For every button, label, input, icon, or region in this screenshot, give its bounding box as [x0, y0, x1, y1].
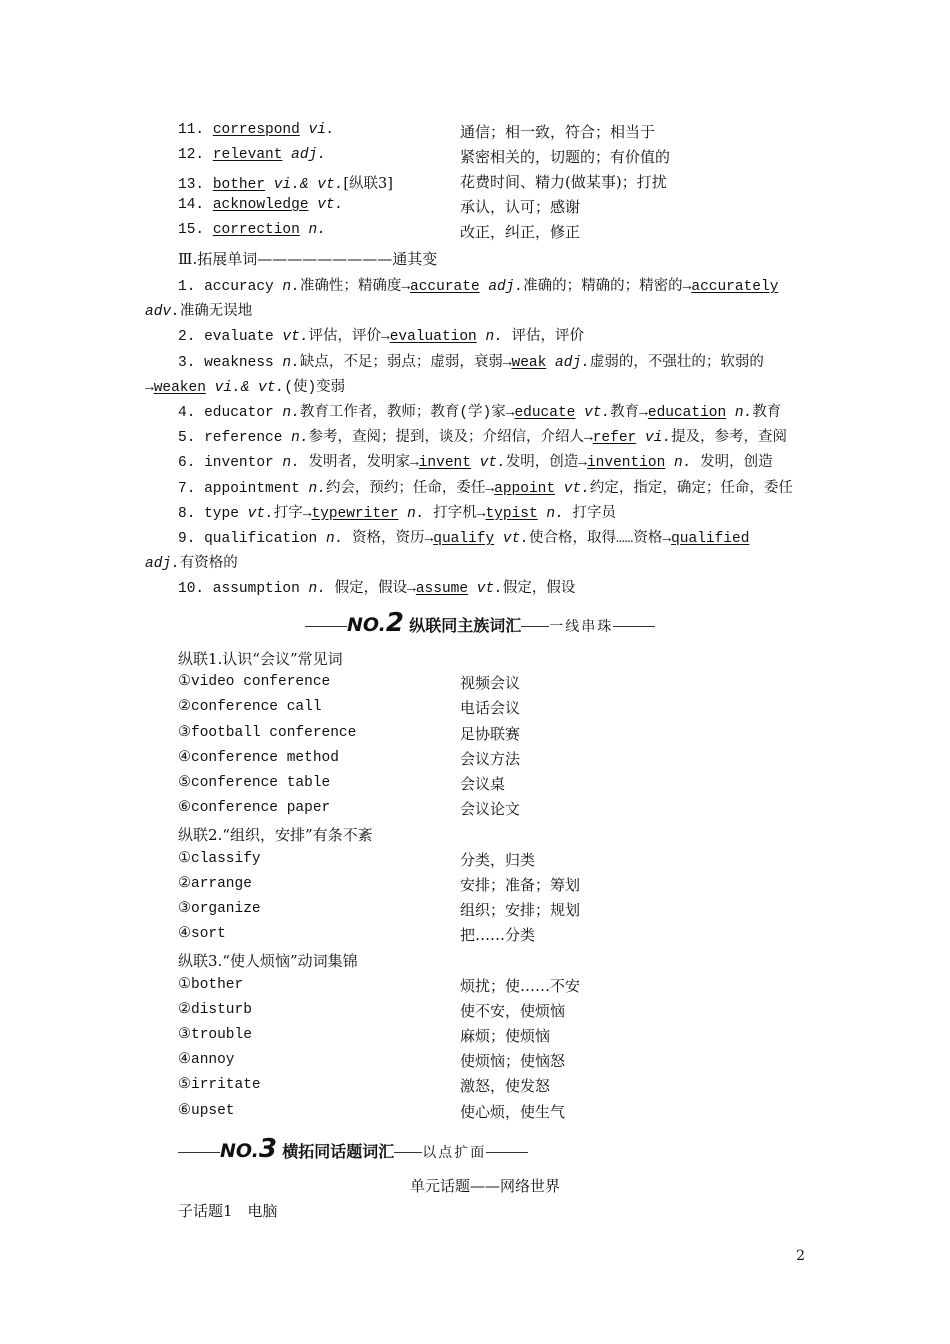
vocab-row [178, 222, 326, 238]
row-number: 12. [178, 147, 205, 163]
expand-text: 准确性；精确度→ [299, 279, 411, 295]
expand-text: 9. qualification [178, 531, 326, 547]
part-of-speech: n. [308, 222, 326, 238]
cross-reference: [纵联3] [343, 176, 393, 192]
group-term: ⑥conference paper [178, 800, 331, 817]
expand-text: adj. [555, 354, 590, 371]
group-meaning: 使心烦，使生气 [460, 1102, 566, 1121]
expand-line [145, 299, 252, 320]
vocab-word: relevant [212, 147, 283, 163]
row-number: 14. [178, 197, 205, 213]
header-sub: 一线串珠 [549, 619, 614, 635]
expand-line [178, 274, 778, 295]
expand-text [494, 531, 503, 547]
expand-text: → [145, 379, 154, 396]
derived-word: evaluation [389, 329, 477, 346]
expand-text: 使合格，取得……资格→ [528, 531, 672, 547]
section-header-header3 [178, 1134, 528, 1164]
expand-text: n. [282, 405, 300, 421]
vocab-row [178, 172, 393, 193]
group-term: ②conference call [178, 699, 322, 716]
derived-word: weaken [153, 379, 206, 396]
expand-text: vt. [282, 329, 309, 346]
group-term: ③trouble [178, 1027, 252, 1043]
expand-text [398, 506, 407, 522]
group-title: 纵联3.“使人烦恼”动词集锦 [178, 952, 358, 971]
part-of-speech: vi. [308, 122, 335, 138]
expand-line [178, 400, 781, 421]
subtopic: 子话题1 电脑 [178, 1202, 278, 1220]
derived-word: educate [514, 405, 576, 421]
vocab-word: correspond [212, 122, 300, 138]
expand-text: 7. appointment [178, 480, 309, 497]
group-meaning: 烦扰；使……不安 [460, 976, 581, 995]
header-rule [394, 1152, 422, 1153]
group-meaning: 足协联赛 [460, 724, 521, 743]
group-title: 纵联1.认识“会议”常见词 [178, 650, 343, 668]
vocab-meaning: 紧密相关的，切题的；有价值的 [460, 148, 671, 166]
expand-text: vt. [479, 455, 506, 472]
expand-text: 8. type [178, 505, 248, 522]
derived-word: typist [485, 505, 538, 522]
group-term: ③organize [178, 901, 261, 917]
expand-text: 准确无误地 [179, 304, 253, 321]
group-term: ①classify [178, 850, 261, 867]
expand-text: n. [674, 455, 692, 472]
vocab-row [178, 122, 335, 138]
vocab-word: bother [212, 177, 266, 193]
header-main: 纵联同主族词汇 [409, 616, 522, 635]
group-term: ⑤conference table [178, 775, 331, 791]
part-of-speech: adj. [291, 147, 326, 163]
expand-text: vt. [502, 531, 529, 547]
expand-text: 6. inventor [178, 455, 283, 472]
vocab-meaning: 承认，认可；感谢 [460, 198, 581, 216]
expand-text: 资格，资历→ [343, 531, 434, 547]
expand-text: 教育→ [610, 405, 648, 421]
expand-text: 2. evaluate [178, 329, 283, 346]
header-rule [305, 626, 347, 627]
expand-text: 4. educator [178, 405, 283, 421]
header-rule [613, 626, 655, 627]
expand-text: 参考，查阅；提到，谈及；介绍信，介绍人→ [308, 430, 593, 447]
header-sub: 以点扩面 [422, 1145, 487, 1161]
vocab-row [178, 197, 343, 213]
vocab-meaning: 通信；相一致，符合；相当于 [460, 123, 656, 141]
group-term: ①video conference [178, 674, 331, 691]
expand-text: vi. [644, 430, 672, 447]
expand-line [178, 450, 773, 471]
group-meaning: 会议方法 [460, 749, 521, 768]
header-rule [521, 626, 549, 627]
group-meaning: 电话会议 [460, 699, 521, 718]
expand-text: 虚弱的，不强壮的；软弱的 [589, 354, 764, 371]
derived-word: accurately [691, 279, 779, 295]
expand-text: 约会，预约；任命，委任→ [325, 480, 495, 497]
expand-text [726, 405, 735, 421]
expand-text: n. [282, 354, 300, 371]
group-meaning: 麻烦；使烦恼 [460, 1027, 551, 1045]
header-no: NO. [220, 1140, 259, 1162]
expand-text: 准确的；精确的；精密的→ [523, 279, 692, 295]
expand-text [468, 581, 477, 597]
expand-text [665, 455, 674, 471]
expand-text [575, 405, 584, 421]
expand-text: 教育 [752, 405, 782, 421]
expand-text: n. [291, 430, 309, 447]
expand-text: 打字→ [273, 505, 312, 522]
expand-text: vt. [247, 505, 274, 522]
expand-text: n. [308, 480, 326, 497]
group-meaning: 激怒，使发怒 [460, 1077, 551, 1096]
vocab-row [178, 147, 326, 163]
expand-text: 教育工作者，教师；教育(学)家→ [299, 405, 515, 421]
derived-word: qualify [433, 531, 495, 547]
expand-text: n. [734, 405, 753, 421]
expand-text: 打字机→ [424, 505, 486, 522]
unit-topic: 单元话题——网络世界 [410, 1177, 561, 1195]
expand-text: 假定，假设→ [325, 581, 416, 598]
derived-word: accurate [410, 279, 480, 295]
group-term: ④conference method [178, 749, 339, 766]
expand-line [178, 576, 575, 597]
expand-text: vt. [476, 581, 503, 598]
group-term: ③football conference [178, 724, 357, 741]
part-of-speech: vi.& vt. [273, 177, 344, 193]
expand-text [636, 430, 645, 446]
expand-text: 发明者，发明家→ [299, 455, 419, 472]
expand-text: 发明，创造→ [505, 455, 587, 472]
expand-line [178, 425, 787, 446]
expand-text [555, 481, 564, 497]
expand-text: n. [325, 531, 344, 547]
derived-word: education [647, 405, 727, 421]
header-main: 横拓同话题词汇 [282, 1142, 395, 1161]
header-no: NO. [347, 614, 386, 636]
group-term: ②disturb [178, 1001, 252, 1018]
expand-text: vi.& vt. [214, 379, 285, 396]
group-title: 纵联2.“组织，安排”有条不紊 [178, 826, 373, 845]
group-meaning: 组织；安排；规划 [460, 901, 581, 919]
header-rule [178, 1152, 220, 1153]
part-of-speech: vt. [317, 197, 344, 213]
expand-text: n. [282, 455, 300, 472]
expand-text: 缺点，不足；弱点；虚弱，衰弱→ [299, 354, 512, 371]
group-meaning: 分类，归类 [460, 850, 536, 869]
row-number: 13. [178, 177, 205, 193]
expand-text: 有资格的 [179, 556, 238, 573]
group-term: ②arrange [178, 875, 252, 892]
expand-text: 约定，指定，确定；任命，委任 [589, 480, 793, 497]
group-meaning: 把……分类 [460, 926, 536, 945]
vocab-word: acknowledge [212, 197, 309, 213]
expand-text: 假定，假设 [502, 581, 576, 598]
group-meaning: 安排；准备；筹划 [460, 875, 581, 894]
expand-text: 发明，创造 [691, 455, 773, 472]
page-number: 2 [796, 1248, 805, 1264]
expand-text: 10. assumption [178, 581, 309, 598]
header-number: 2 [385, 608, 404, 638]
group-term: ⑤irritate [178, 1077, 261, 1094]
expand-line [178, 526, 749, 547]
derived-word: weak [511, 354, 547, 371]
expand-text: n. [308, 581, 326, 598]
expand-text: 1. accuracy [178, 279, 283, 295]
expand-text: adv. [145, 304, 180, 321]
expand-text: adj. [145, 556, 180, 573]
section-header-header2 [305, 608, 655, 638]
section-title: Ⅲ.拓展单词—————————通其变 [178, 250, 438, 268]
header-number: 3 [258, 1134, 277, 1164]
expand-line [178, 501, 616, 522]
derived-word: typewriter [311, 505, 399, 522]
expand-text [546, 355, 555, 371]
group-meaning: 会议桌 [460, 775, 506, 793]
group-term: ⑥upset [178, 1102, 235, 1119]
group-term: ①bother [178, 976, 244, 993]
row-number: 11. [178, 122, 205, 138]
expand-text: vt. [563, 480, 590, 497]
expand-text [471, 455, 480, 471]
expand-text: (使)变弱 [284, 379, 346, 396]
row-number: 15. [178, 222, 205, 238]
expand-text: n. [407, 505, 425, 522]
derived-word: appoint [494, 480, 556, 497]
expand-text: 评估，评价→ [308, 329, 390, 346]
expand-line [178, 476, 793, 497]
expand-line [145, 551, 238, 572]
group-term: ④annoy [178, 1052, 235, 1069]
group-term: ④sort [178, 926, 226, 943]
expand-text: n. [485, 329, 503, 346]
group-meaning: 会议论文 [460, 800, 521, 819]
expand-text: adj. [488, 279, 524, 295]
expand-text: 5. reference [178, 430, 292, 447]
expand-text: 3. weakness [178, 354, 283, 371]
vocab-meaning: 改正，纠正，修正 [460, 223, 581, 241]
derived-word: invention [586, 455, 666, 472]
header-rule [486, 1152, 528, 1153]
expand-text: 评估，评价 [502, 329, 585, 346]
derived-word: invent [418, 455, 471, 472]
group-meaning: 视频会议 [460, 674, 521, 693]
derived-word: refer [592, 430, 637, 447]
expand-text [206, 380, 215, 396]
group-meaning: 使烦恼；使恼怒 [460, 1052, 566, 1071]
expand-line [145, 375, 345, 396]
derived-word: assume [415, 581, 469, 598]
group-meaning: 使不安，使烦恼 [460, 1001, 566, 1020]
vocab-meaning: 花费时间、精力(做某事)；打扰 [460, 173, 667, 191]
expand-text: vt. [584, 405, 611, 421]
expand-text: n. [282, 279, 300, 295]
vocab-word: correction [212, 222, 300, 238]
expand-text: 提及，参考，查阅 [671, 430, 788, 447]
expand-text: 打字员 [563, 505, 616, 522]
expand-line [178, 324, 584, 345]
expand-text: n. [546, 505, 564, 522]
expand-line [178, 350, 764, 371]
derived-word: qualified [671, 531, 750, 547]
